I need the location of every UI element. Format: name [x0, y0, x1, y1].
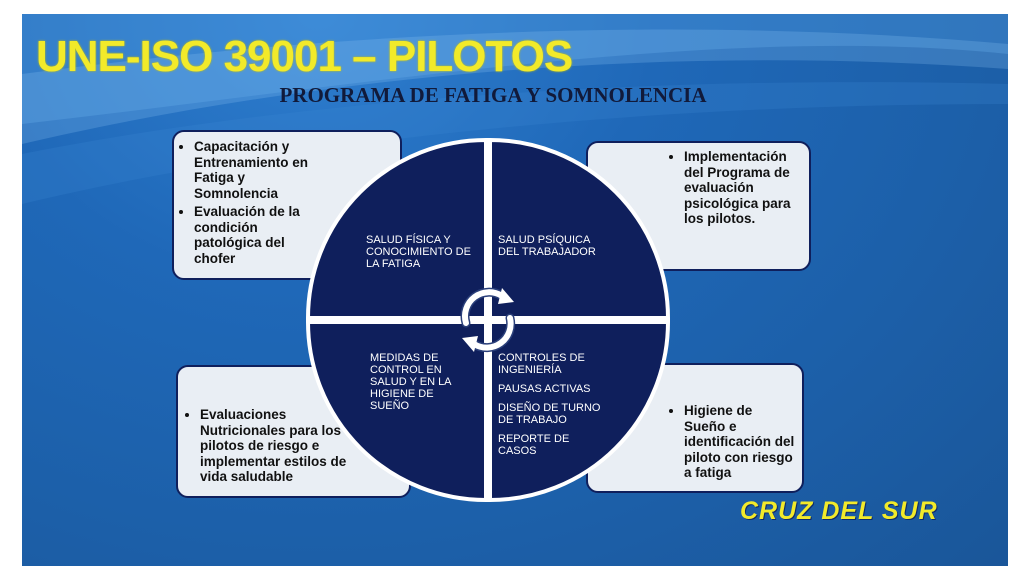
box-item: • Implementación del Programa de evaluación psicológica para los pilotos.	[684, 149, 799, 227]
quadrant-top-left	[308, 140, 486, 318]
box-item: • Higiene de Sueño e identificación del piloto con riesgo a fatiga	[684, 403, 796, 481]
slide-subtitle: PROGRAMA DE FATIGA Y SOMNOLENCIA	[279, 83, 707, 107]
quadrant-item: DISEÑO DE TURNO DE TRABAJO	[498, 402, 601, 426]
slide-title: UNE-ISO 39001 – PILOTOS	[36, 32, 573, 81]
box-item: • Evaluación de la condición patológica del chofer	[194, 204, 320, 266]
quadrant-item: CONTROLES DE INGENIERÍA	[498, 352, 585, 376]
quadrant-circle	[306, 138, 670, 502]
box-item: • Capacitación y Entrenamiento en Fatiga y Somnolencia	[194, 139, 320, 201]
quadrant-label-engineering-controls	[498, 352, 608, 464]
quadrant-label-physical-health: SALUD FÍSICA Y CONOCIMIENTO DE LA FATIGA	[366, 234, 471, 270]
box-item: • Evaluaciones Nutricionales para los pilotos de riesgo e implementar estilos de vida saludable	[200, 407, 347, 485]
quadrant-label-control-measures: MEDIDAS DE CONTROL EN SALUD Y EN LA HIGIENE DE SUEÑO	[370, 352, 451, 412]
quadrant-label-psychic-health: SALUD PSÍQUICA DEL TRABAJADOR	[498, 234, 596, 258]
quadrant-top-right	[490, 140, 668, 318]
company-logo: CRUZ DEL SUR	[740, 497, 938, 525]
quadrant-item: REPORTE DE CASOS	[498, 433, 570, 457]
quadrant-item: PAUSAS ACTIVAS	[498, 383, 591, 395]
